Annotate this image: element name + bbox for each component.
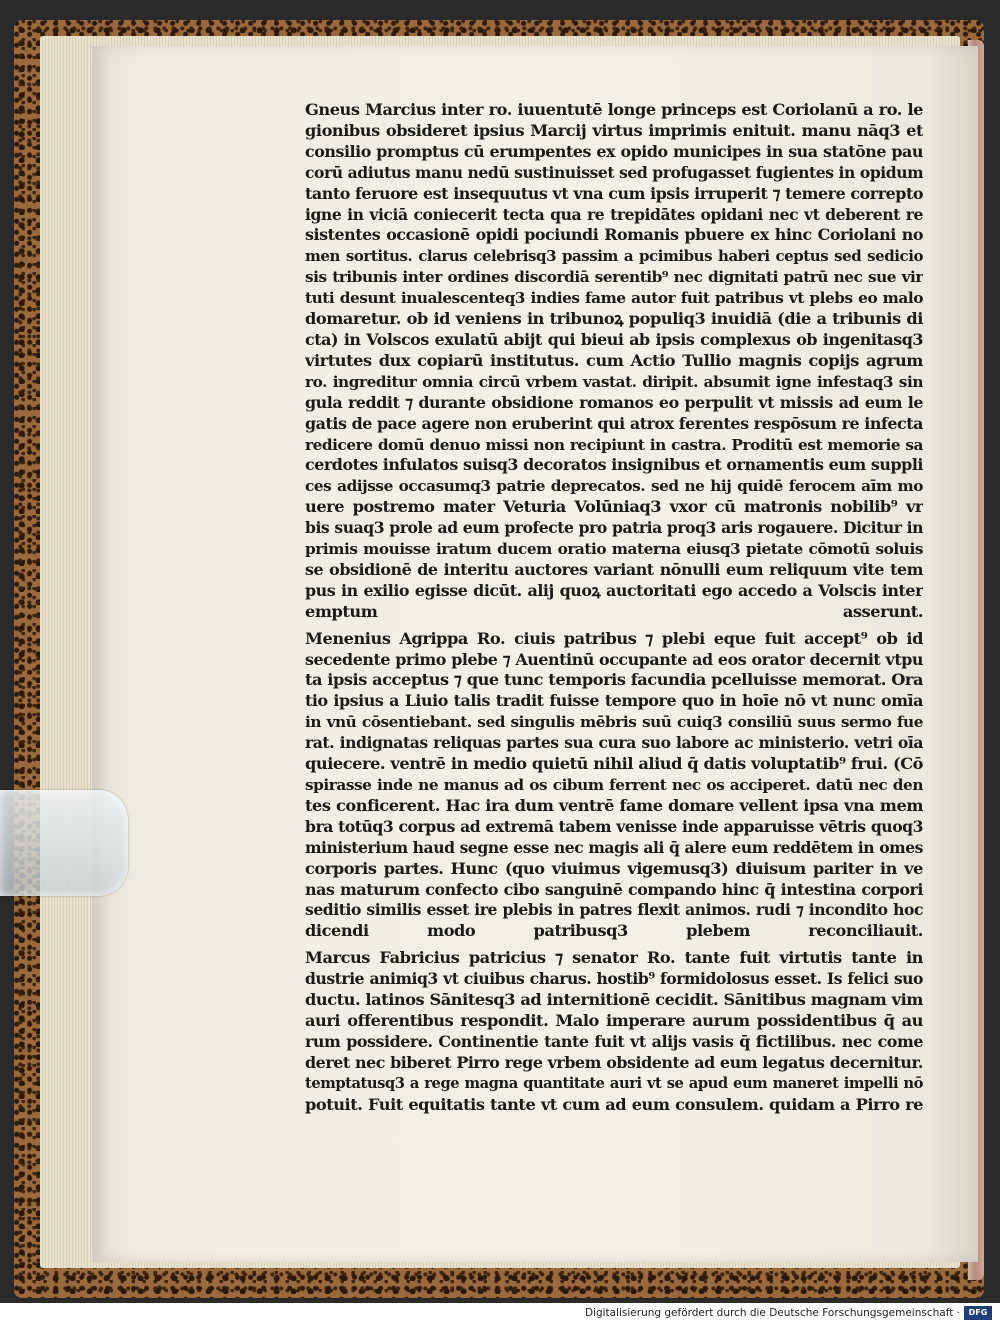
text-line: spirasse inde ne manus ad os cibum ferrent nec os acciperet. datū nec den: [305, 776, 923, 794]
page-clip: [0, 790, 128, 896]
text-line: tes conficerent. Hac ira dum ventrē fame domare vellent ipsa vna mem: [305, 795, 923, 815]
text-line: temptatusq3 a rege magna quantitate auri vt se apud eum maneret impelli nō: [305, 1074, 923, 1092]
text-line: ro. ingreditur omnia circū vrbem vastat. diripit. absumit igne infestaq3 sin: [305, 372, 923, 391]
text-line: corporis partes. Hunc (quo viuimus vigemusq3) diuisum pariter in ve: [305, 858, 923, 878]
text-line: emptum asserunt.: [305, 601, 923, 621]
text-line: seditio similis esset ire plebis in patres flexit animos. rudi ⁊ incondito hoc: [305, 900, 923, 920]
text-line: gionibus obsideret ipsius Marcij virtus imprimis enituit. manu nāq3 et: [305, 120, 923, 140]
text-line: potuit. Fuit equitatis tante vt cum ad eum consulem. quidam a Pirro re: [305, 1094, 923, 1114]
text-line: uere postremo mater Veturia Volūniaq3 vxor cū matronis nobilib⁹ vr: [305, 497, 923, 517]
text-line: rum possidere. Continentie tante fuit vt alijs vasis q̄ fictilibus. nec come: [305, 1031, 923, 1051]
text-line: consilio promptus cū erumpentes ex opido municipes in sua statōne pau: [305, 141, 923, 161]
text-line: auri offerentibus respondit. Malo imperare aurum possidentibus q̄ au: [305, 1010, 923, 1030]
text-line: ministerium haud segne esse nec magis ali q̄ alere eum reddētem in omes: [305, 837, 923, 857]
text-line: dustrie animiq3 vt ciuibus charus. hostib⁹ formidolosus esset. Is felici suo: [305, 969, 923, 989]
text-line: tio ipsius a Liuio talis tradit fuisse tempore quo in hoīe nō vt nunc omīa: [305, 691, 923, 711]
text-line: pus in exilio egisse dicūt. alij quoꝝ auctoritati ego accedo a Volscis inter: [305, 580, 923, 600]
text-line: tanto feruore est insequutus vt vna cum ipsis irruperit ⁊ temere correpto: [305, 183, 923, 203]
text-line: sis tribunis inter ordines discordiā serentib⁹ nec dignitati patrū nec sue vir: [305, 268, 923, 287]
text-line: domaretur. ob id veniens in tribunoꝝ populiq3 inuidiā (die a tribunis di: [305, 309, 923, 329]
text-line: se obsidionē de interitu auctores variant nōnulli eum reliquum vite tem: [305, 559, 923, 579]
text-line: in vnū cōsentiebant. sed singulis mēbris suū cuiq3 consiliū suus sermo fue: [305, 713, 923, 732]
text-line: cta) in Volscos exulatū abijt qui bieui ab ipsis complexus ob ingenitasq3: [305, 329, 923, 349]
text-line: Gneus Marcius inter ro. iuuentutē longe princeps est Coriolanū a ro. le: [305, 100, 923, 119]
text-line: dicendi modo patribusq3 plebem reconciliauit.: [305, 921, 923, 941]
text-line: primis mouisse iratum ducem oratio materna eiusq3 pietate cōmotū soluis: [305, 540, 923, 559]
text-line: gula reddit ⁊ durante obsidione romanos eo perpulit vt missis ad eum le: [305, 392, 923, 412]
text-line: nas maturum confecto cibo sanguinē compando hinc q̄ intestina corpori: [305, 879, 923, 899]
text-line: Menenius Agrippa Ro. ciuis patribus ⁊ plebi eque fuit accept⁹ ob id: [305, 628, 923, 648]
text-line: gatis de pace agere non eruberint qui atrox ferentes respōsum re infecta: [305, 413, 923, 433]
funding-credit: Digitalisierung gefördert durch die Deutsche Forschungsgemeinschaft ·: [584, 1307, 960, 1319]
text-line: sistentes occasionē opidi pociundi Romanis pbuere ex hinc Coriolani no: [305, 225, 923, 245]
text-line: bra totūq3 corpus ad extremā tabem venisse inde apparuisse vētris quoq3: [305, 816, 923, 836]
text-line: igne in viciā coniecerit tecta qua re trepidātes opidani nec vt deberent re: [305, 204, 923, 224]
text-line: Marcus Fabricius patricius ⁊ senator Ro. tante fuit virtutis tante in: [305, 948, 923, 968]
text-line: men sortitus. clarus celebrisq3 passim a pcimibus haberi ceptus sed sedicio: [305, 247, 923, 266]
dfg-logo-icon: DFG: [964, 1306, 992, 1320]
text-line: quiecere. ventrē in medio quietū nihil aliud q̄ datis voluptatib⁹ frui. (Cō: [305, 754, 923, 774]
text-line: ta ipsis acceptus ⁊ que tunc temporis facundia pcelluisse memorat. Ora: [305, 670, 923, 690]
text-line: corū adiutus manu nedū sustinuisset sed profugasset fugientes in opidum: [305, 162, 923, 182]
footer-bar: [0, 1303, 1000, 1323]
text-line: ductu. latinos Sānitesq3 ad internitionē cecidit. Sānitibus magnam vim: [305, 990, 923, 1010]
text-line: secedente primo plebe ⁊ Auentinū occupante ad eos orator decernit vtpu: [305, 649, 923, 669]
text-line: virtutes dux copiarū institutus. cum Actio Tullio magnis copijs agrum: [305, 350, 923, 370]
text-line: deret nec biberet Pirro rege vrbem obsidente ad eum legatus decernitur.: [305, 1052, 923, 1072]
text-line: rat. indignatas reliquas partes sua cura suo labore ac ministerio. vetri oīa: [305, 733, 923, 753]
incunable-text: [305, 100, 923, 1116]
text-line: tuti desunt inualescenteq3 indies fame autor fuit patribus vt plebs eo malo: [305, 289, 923, 308]
text-line: redicere domū denuo missi non recipiunt in castra. Proditū est memorie sa: [305, 435, 923, 454]
text-line: ces adijsse occasumq3 patrie deprecatos. sed ne hij quidē ferocem aīm mo: [305, 477, 923, 496]
text-line: cerdotes infulatos suisq3 decoratos insignibus et ornamentis eum suppli: [305, 455, 923, 475]
text-line: bis suaq3 prole ad eum profecte pro patria proq3 aris rogauere. Dicitur in: [305, 518, 923, 538]
